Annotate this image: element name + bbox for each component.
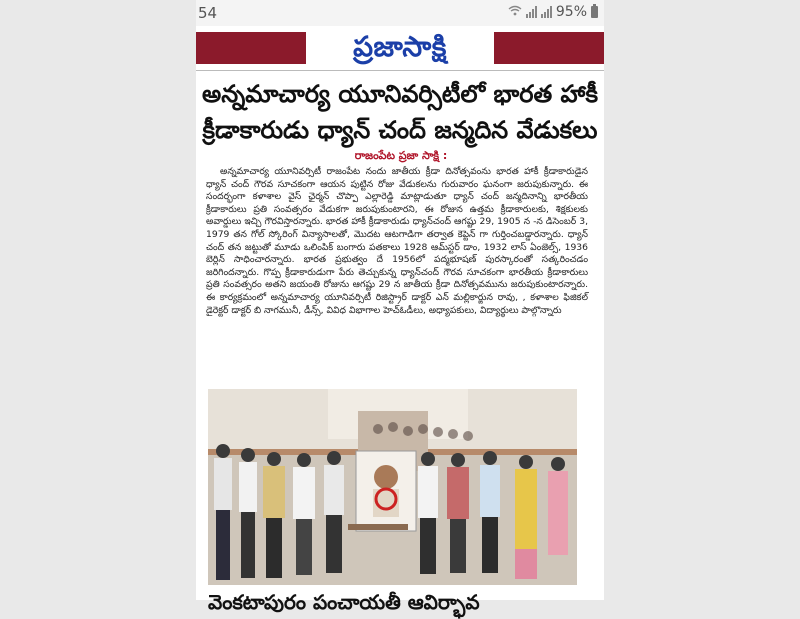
signal-icon-2 xyxy=(541,6,552,18)
article-dateline: రాజంపేట ప్రజా సాక్షి : xyxy=(354,149,448,162)
newspaper-masthead xyxy=(196,32,604,68)
battery-percent: 95% xyxy=(555,4,587,20)
battery-icon xyxy=(591,6,598,18)
masthead-band-left xyxy=(196,32,306,64)
article-headline xyxy=(202,76,598,148)
newspaper-logo: ప్రజాసాక్షి xyxy=(353,30,447,63)
page-number: 54 xyxy=(198,4,218,22)
signal-icon xyxy=(526,6,537,18)
phone-screen xyxy=(196,0,604,614)
group-photo-image xyxy=(208,389,577,585)
status-bar xyxy=(196,0,604,26)
status-icons xyxy=(508,4,598,20)
next-article-headline: వెంకటాపురం పంచాయతీ ఆవిర్భావ xyxy=(208,590,480,614)
divider xyxy=(196,70,604,71)
wifi-icon xyxy=(508,5,522,19)
headline-line-1: అన్నమాచార్య యూనివర్సిటీలో భారత హాకీ xyxy=(202,80,598,108)
article-body xyxy=(206,166,588,317)
article-paragraph: అన్నమాచార్య యూనివర్సిటీ రాజంపేట నందు జాతీయ క్రీడా దినోత్సవంను భారత హాకీ క్రీడాకారుడైన ధ్యాన్ చంద్ గౌరవ సూచకంగా ఆయన పుట్టిన రోజు వేడుకలను గురువారం ఘనంగా జరుపుకున్నారు. ఈ సందర్భంగా కళాశాల వైస్ ఛైర్మన్ చొప్పా ఎల్లారెడ్డి మాట్లాడుతూ ధ్యాన్ చంద్ జన్మదినాన్ని భారతీయ క్రీడాకారులు ప్రతి సంవత్సరం వేడుకగా జరుపుకుంటారని, ఈ రోజున ఉత్తమ క్రీడాకారులకు, శిక్షకులకు అవార్డులు ఇచ్చి గౌరవిస్తారన్నారు. భారత హాకీ క్రీడాకారుడు ధ్యాన్‌చంద్ ఆగష్టు 29, 1905 న -న డిసెంబర్ 3, 1979 తన గోల్ స్కోరింగ్ విన్యాసాలతో, మొదట ఆటగాడిగా తర్వాత కెప్టెన్ గా గుర్తించబడ్డారన్నారు. ధ్యాన్ చంద్ తన జట్టుతో మూడు ఒలింపిక్ బంగారు పతకాలు 1928 ఆమ్‌స్టర్ డాం, 1932 లాస్ ఏంజెల్స్, 1936 బెర్లిన్ సాధించారన్నారు. భారత ప్రభుత్వం దే 1956లో పద్మభూషణ్ పురస్కారంతో సత్కరించడం జరిగిందన్నారు. గొప్ప క్రీడాకారుడుగా పేరు తెచ్చుకున్న ధ్యాన్‌చంద్ గౌరవ సూచకంగా భారతీయ క్రీడాకారులు ప్రతి సంవత్సరం అతని జయంతి రోజును ఆగష్టు 29 న జాతీయ క్రీడా దినోత్సవమును జరుపుకుంటారన్నారు. ఈ కార్యక్రమంలో అన్నమాచార్య యూనివర్సిటీ రిజిస్ట్రార్ డాక్టర్ ఎన్ మల్లికార్జున రావు, , కళాశాల ఫిజికల్ డైరెక్టర్ డాక్టర్ బి నాగమునీ, డీన్స్, వివిధ విభాగాల హెచ్‌ఓడీలు, అధ్యాపకులు, విద్యార్థులు పాల్గొన్నారు xyxy=(206,166,588,316)
article-photo xyxy=(208,389,577,585)
masthead-band-right xyxy=(494,32,604,64)
headline-line-2: క్రీడాకారుడు ధ్యాన్ చంద్ జన్మదిన వేడుకలు xyxy=(202,116,598,144)
